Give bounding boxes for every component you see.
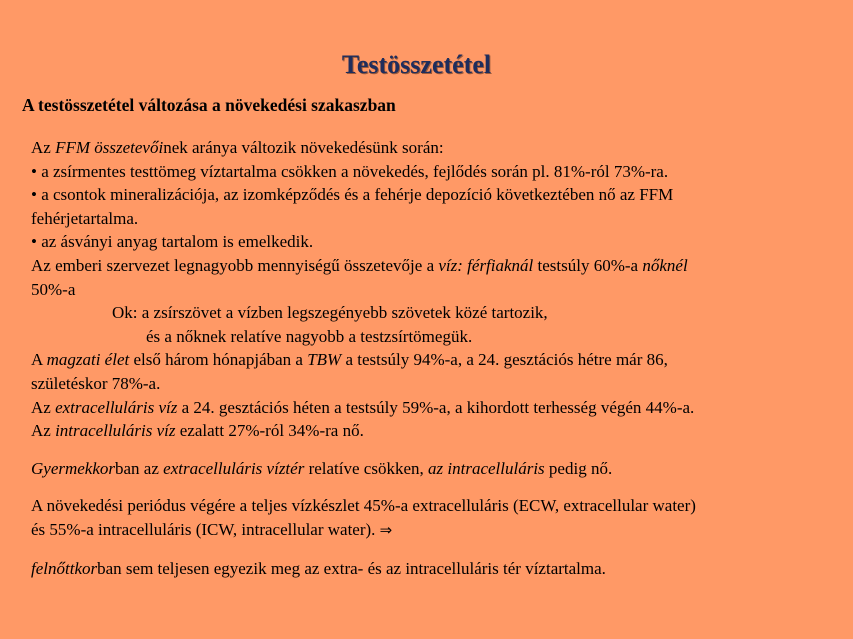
growth-end-cont: és 55%-a intracelluláris (ICW, intracellular water). ⇒ — [31, 519, 393, 539]
bullet-protein: • a csontok mineralizációja, az izomképződés és a fehérje depozíció következtében nő az FFM — [31, 185, 674, 205]
intro-line: Az FFM összetevőinek aránya változik növekedésünk során: — [31, 138, 444, 157]
extracellular-line: Az extracelluláris víz a 24. gesztációs héten a testsúly 59%-a, a kihordott terhesség végén 44%-a. — [31, 397, 695, 417]
subtitle: A testösszetétel változása a növekedési szakaszban — [22, 95, 396, 115]
spacer — [31, 543, 831, 557]
spacer — [31, 480, 831, 494]
water-content-line: Az emberi szervezet legnagyobb mennyiségű összetevője a víz: férfiaknál testsúly 60%-a nőknél — [31, 255, 688, 275]
childhood-line: Gyermekkorban az extracelluláris víztér relatíve csökken, az intracelluláris pedig nő. — [31, 458, 613, 478]
bullet-mineral: • az ásványi anyag tartalom is emelkedik. — [31, 232, 314, 252]
growth-end-line: A növekedési periódus végére a teljes vízkészlet 45%-a extracelluláris (ECW, extracellular water) — [31, 496, 696, 516]
spacer — [31, 443, 831, 457]
implies-arrow-icon: ⇒ — [379, 520, 393, 539]
fetal-line-cont: születéskor 78%-a. — [31, 373, 161, 393]
reason-line-1: Ok: a zsírszövet a vízben legszegényebb szövetek közé tartozik, — [112, 303, 548, 323]
bullet-water: • a zsírmentes testtömeg víztartalma csökken a növekedés, fejlődés során pl. 81%-ról 73%-ra. — [31, 161, 669, 181]
bullet-protein-cont: fehérjetartalma. — [31, 208, 139, 228]
adulthood-line: felnőttkorban sem teljesen egyezik meg az extra- és az intracelluláris tér víztartalma. — [31, 558, 606, 578]
fetal-line: A magzati élet első három hónapjában a TBW a testsúly 94%-a, a 24. gesztációs hétre már 86, — [31, 350, 668, 370]
content-body — [31, 136, 831, 580]
water-content-cont: 50%-a — [31, 279, 76, 299]
reason-line-2: és a nőknek relatíve nagyobb a testzsírtömegük. — [146, 326, 473, 346]
page-title: Testösszetétel — [341, 50, 492, 79]
intracellular-line: Az intracelluláris víz ezalatt 27%-ról 34%-ra nő. — [31, 421, 364, 441]
